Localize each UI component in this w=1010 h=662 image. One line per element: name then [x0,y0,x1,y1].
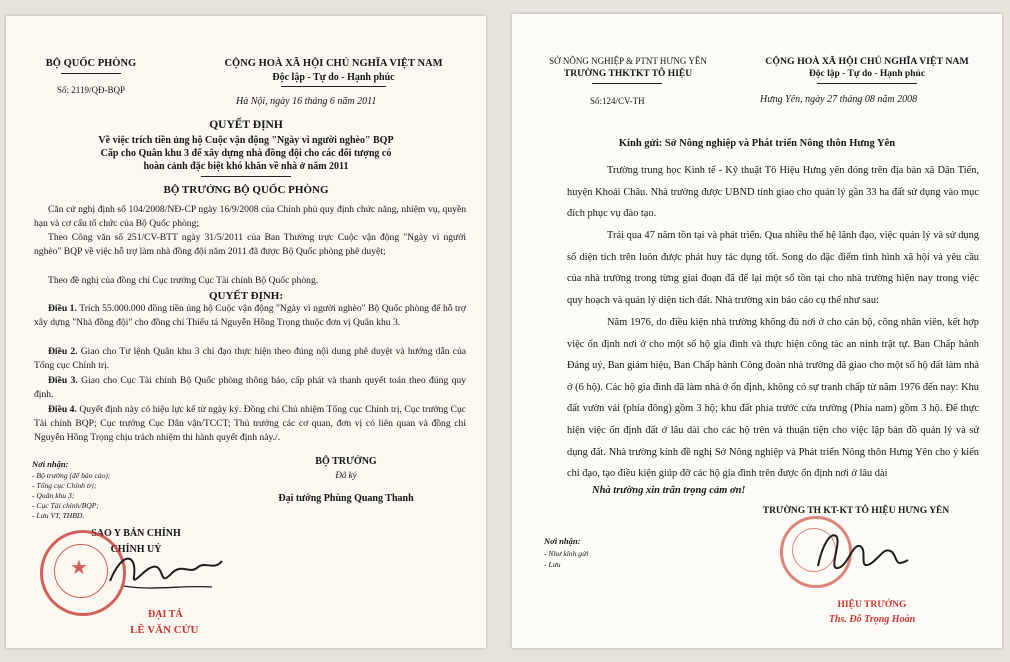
signed-note: Đã ký [335,470,357,480]
paragraph: Trường trung học Kinh tế - Kỹ thuật Tô Hiệu Hưng yên đóng trên địa bàn xã Dân Tiến, huyện Khoái Châu. Nhà trường được UBND tỉnh giao cho quản lý gần 33 ha đất sử dụng vào mục đích phục vụ đào tạo. [567,165,979,220]
recipient: - Tổng cục Chính trị; [32,481,97,490]
motto: Độc lập - Tự do - Hạnh phúc [272,72,395,83]
signature-icon [102,541,232,596]
recipients-title: Nơi nhận: [544,536,581,546]
article-text: Giao cho Cục Tài chính Bộ Quốc phòng thông báo, cấp phát và thanh quyết toán theo đúng quy định. [34,375,467,401]
divider [201,176,291,177]
paragraph: Năm 1976, do điều kiện nhà trường không đủ nơi ở cho cán bộ, công nhân viên, kết hợp việc ổn định nơi ở cho một số hộ gia đình và thực hiện công tác an ninh trật tự. Ban Chấp hành Đảng uỷ, Ban giám hiệu, Ban Chấp hành Công đoàn nhà trường đã giao cho một số hộ đất làm nhà ở (6 hộ). Các hộ gia đình đã làm nhà ở ổn định, không có sự tranh chấp từ năm 1976 đến nay: Khu đất vườn vải (phía đông) gồm 3 hộ; khu đất phía trước cửa trường (Phía nam) gồm 3 hộ. Để thực hiện việc ổn định đất ở lâu dài cho các hộ trên và thuận tiện cho việc lập bản đồ quản lý và sử dụng đất. Nhà trường kính đề nghị Sở Nông nghiệp và Phát triển Nông thôn Hưng Yên cho ý kiến chỉ đạo, tạo điều kiện giúp đỡ các hộ gia đình trên được ổn định nơi ở lâu dài [567,317,979,480]
recipient: - Lưu VT, THBD. [32,511,85,520]
divider [817,83,917,84]
place-date: Hà Nội, ngày 16 tháng 6 năm 2011 [236,96,377,107]
republic-heading: CỘNG HOÀ XÃ HỘI CHỦ NGHĨA VIỆT NAM [765,56,969,67]
official-seal-icon: ★ [40,530,126,616]
article [34,302,466,330]
legal-basis: Căn cứ nghị định số 104/2008/NĐ-CP ngày 16/9/2008 của Chính phủ quy định chức năng, nhiệm vụ, quyền hạn và cơ cấu tổ chức của Bộ Quốc phòng; [34,204,466,230]
recipient: - Như kính gửi [544,549,589,558]
article-label: Điều 4. [48,404,77,415]
signer-title: BỘ TRƯỞNG [315,456,377,467]
subject-line: Cấp cho Quân khu 3 để xây dựng nhà đồng đội cho các đối tượng có [100,148,392,159]
document-number: Số: 2119/QĐ-BQP [57,85,125,95]
copy-signer-name: LÊ VĂN CỬU [130,624,199,636]
decision-document [6,16,486,648]
signer-organization: TRƯỜNG TH KT-KT TÔ HIỆU HƯNG YÊN [762,506,950,516]
article-label: Điều 3. [48,375,78,386]
legal-basis: Theo Công văn số 251/CV-BTT ngày 31/5/2011 của Ban Thường trực Cuộc vận động "Ngày vì người nghèo" BQP về việc hỗ trợ làm nhà đồng đội năm 2011 đã được Bộ Quốc phòng phê duyệt; [34,232,466,258]
decides-heading: QUYẾT ĐỊNH: [208,290,284,302]
article [34,374,466,402]
document-number: Số:124/CV-TH [590,96,645,106]
article-text: Trích 55.000.000 đồng tiền ủng hộ Cuộc vận động "Ngày vì người nghèo" Bộ Quốc phòng để hỗ trợ xây dựng "Nhà đồng đội" cho đồng chí Thiếu tá Nguyễn Hồng Trọng thuộc đơn vị Quân khu 3. [34,303,466,329]
issuing-org: BỘ QUỐC PHÒNG [45,58,137,69]
signature-icon [808,524,918,584]
republic-heading: CỘNG HOÀ XÃ HỘI CHỦ NGHĨA VIỆT NAM [224,58,443,69]
recipient: - Quân khu 3; [32,491,75,500]
official-letter [512,14,1002,648]
signer-name: Ths. Đỗ Trọng Hoàn [828,614,916,625]
authority-heading: BỘ TRƯỞNG BỘ QUỐC PHÒNG [163,184,329,196]
divider [592,83,662,84]
article [34,345,466,373]
divider [61,73,121,74]
addressee: Kính gửi: Sở Nông nghiệp và Phát triển Nông thôn Hưng Yên [618,138,896,149]
copy-title: CHÍNH UỶ [110,544,162,555]
motto: Độc lập - Tự do - Hạnh phúc [808,69,926,79]
article-label: Điều 2. [48,346,78,357]
article-text: Quyết định này có hiệu lực kể từ ngày ký. Đồng chí Chủ nhiệm Tổng cục Chính trị, Cục trưởng Cục Tài chính BQP; Cục trưởng Cục Dân vận/TCCT; Thủ trưởng các cơ quan, đơn vị có liên quan và đồng chí Nguyễn Hồng Trọng chịu trách nhiệm thi hành quyết định này./. [34,404,467,444]
signer-title: HIỆU TRƯỞNG [837,600,907,610]
school-name: TRƯỜNG THKTKT TÔ HIỆU [563,69,693,79]
recipient: - Lưu [544,560,561,569]
subject-line: Về việc trích tiền ủng hộ Cuộc vận động "Ngày vì người nghèo" BQP [98,135,394,146]
signer-name: Đại tướng Phùng Quang Thanh [278,493,414,504]
recipient: - Cục Tài chính/BQP; [32,501,99,510]
recipient: - Bộ trưởng (để báo cáo); [32,471,111,480]
legal-basis: Theo đề nghị của đồng chí Cục trưởng Cục Tài chính Bộ Quốc phòng. [48,275,319,286]
place-date: Hưng Yên, ngày 27 tháng 08 năm 2008 [760,94,918,105]
copy-signer-rank: ĐẠI TÁ [148,609,183,620]
paragraph: Trải qua 47 năm tồn tại và phát triển. Qua nhiều thế hệ lãnh đạo, việc quản lý và sử dụng số diện tích trên luôn được phát huy tác dụng tốt. Song do đặc điểm tình hình xã hội và yêu cầu của nhà trường trong từng giai đoạn đã để lại một số tồn tại cho nhà trường hiện nay trong việc quy hoạch và quản lý diện tích đất. Nhà trường xin báo cáo cụ thể như sau: [567,230,979,306]
document-title: QUYẾT ĐỊNH [209,119,283,131]
parent-org: SỞ NÔNG NGHIỆP & PTNT HƯNG YÊN [549,56,707,66]
article-label: Điều 1. [48,303,77,314]
recipients-title: Nơi nhận: [32,459,69,469]
subject-line: hoàn cảnh đặc biệt khó khăn về nhà ở năm 2011 [143,161,349,172]
article-text: Giao cho Tư lệnh Quân khu 3 chỉ đạo thực hiện theo đúng nội dung phê duyệt và hướng dẫn của Tổng cục Chính trị. [34,346,466,372]
divider [281,86,386,87]
copy-note: SAO Y BẢN CHÍNH [91,528,181,539]
article [34,403,466,446]
closing-line: Nhà trường xin trân trọng cảm ơn! [592,485,746,496]
